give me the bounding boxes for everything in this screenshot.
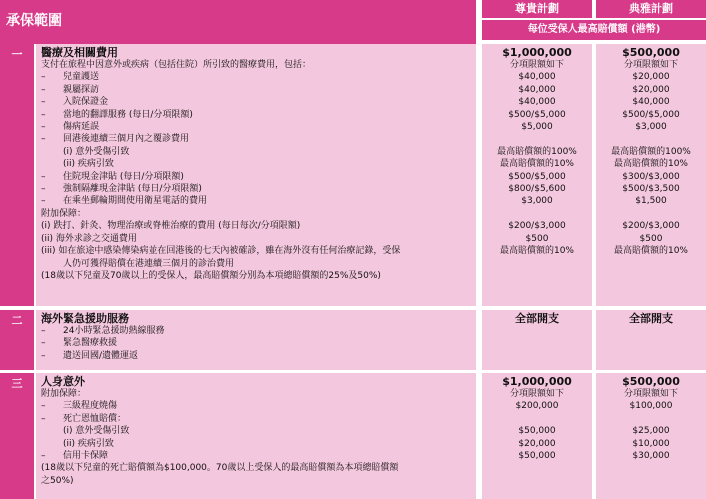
plan-value: $1,000,000 bbox=[502, 375, 572, 388]
plan-value: 分項限額如下 bbox=[623, 389, 678, 399]
desc-line: (18歲以下兒童的死亡賠償額為$100,000。70歲以上受保人的最高賠償額為本項總賠償額 bbox=[41, 463, 399, 474]
plan-premier-values bbox=[482, 373, 592, 499]
desc-line: (ii) 疾病引致 bbox=[63, 438, 114, 449]
desc-line: (18歲以下兒童及70歲以上的受保人，最高賠償額分別為本項總賠償額的25%及50%) bbox=[41, 270, 381, 281]
table-header-coverage: 承保範圍 bbox=[0, 0, 476, 44]
plan-elegant-values bbox=[596, 44, 706, 306]
plan-value: $30,000 bbox=[632, 451, 670, 462]
section-number: 一 bbox=[0, 44, 34, 306]
section-title: 醫療及相關費用 bbox=[41, 46, 118, 59]
plan-value: $200/$3,000 bbox=[508, 221, 566, 232]
desc-line: – 遺送回國/遺體運返 bbox=[41, 350, 471, 362]
desc-line: – 強制隔離現金津貼 (每日/分項限額) bbox=[41, 183, 471, 195]
desc-line: – 24小時緊急援助熱線服務 bbox=[41, 325, 471, 337]
desc-line: – 親屬探訪 bbox=[41, 84, 471, 96]
plan-value: $20,000 bbox=[632, 84, 670, 95]
section-number: 三 bbox=[0, 373, 34, 499]
plan-value: $40,000 bbox=[518, 72, 556, 83]
plan-value: $25,000 bbox=[632, 426, 670, 437]
desc-line: (i) 意外受傷引致 bbox=[63, 146, 130, 157]
desc-line: 之50%) bbox=[41, 475, 74, 486]
plan-value: $800/$5,600 bbox=[508, 184, 566, 195]
desc-line: 附加保障： bbox=[41, 208, 87, 219]
plan-value: 最高賠償額的10% bbox=[499, 246, 574, 257]
plan-value: $500/$3,500 bbox=[622, 184, 680, 195]
desc-line: – 死亡恩恤賠償： bbox=[41, 413, 471, 425]
plan-value: $3,000 bbox=[521, 196, 553, 207]
desc-line: (iii) 如在旅途中感染傳染病並在回港後的七天內被確診，雖在海外沒有任何治療記錄，受保 bbox=[41, 246, 401, 257]
header-max-compensation: 每位受保人最高賠償額 (港幣) bbox=[482, 20, 706, 40]
plan-value: 最高賠償額的10% bbox=[613, 246, 688, 257]
plan-value bbox=[596, 413, 706, 425]
plan-value: 最高賠償額的10% bbox=[499, 159, 574, 170]
desc-line: 支付在旅程中因意外或疾病（包括住院）所引致的醫療費用，包括： bbox=[41, 60, 312, 70]
desc-line: – 兒童護送 bbox=[41, 71, 471, 83]
section-number: 二 bbox=[0, 310, 34, 370]
plan-value bbox=[482, 133, 592, 145]
desc-line: – 入院保證金 bbox=[41, 96, 471, 108]
plan-value: 分項限額如下 bbox=[509, 389, 564, 399]
plan-value: $500/$5,000 bbox=[622, 109, 680, 120]
plan-value: $100,000 bbox=[629, 401, 673, 412]
plan-value: 分項限額如下 bbox=[509, 60, 564, 70]
plan-value: $500 bbox=[639, 233, 663, 244]
desc-line: – 三級程度燒傷 bbox=[41, 400, 471, 412]
plan-value: $500,000 bbox=[622, 46, 680, 59]
section-medical bbox=[0, 44, 706, 306]
plan-value: 最高賠償額的100% bbox=[497, 146, 577, 157]
plan-value: $1,000,000 bbox=[502, 46, 572, 59]
desc-line: 附加保障： bbox=[41, 389, 87, 399]
plan-value bbox=[596, 133, 706, 145]
plan-value: $3,000 bbox=[635, 122, 667, 133]
plan-value: 最高賠償額的100% bbox=[611, 146, 691, 157]
section-description bbox=[36, 310, 476, 370]
plan-value: $500 bbox=[525, 233, 549, 244]
desc-line: (i) 跌打、針灸、物理治療或脊椎治療的費用 (每日每次/分項限額) bbox=[41, 221, 301, 232]
plan-value: $500/$5,000 bbox=[508, 109, 566, 120]
plan-elegant-values bbox=[596, 373, 706, 499]
plan-value: $200/$3,000 bbox=[622, 221, 680, 232]
desc-line: (ii) 海外求診之交通費用 bbox=[41, 233, 137, 244]
plan-value: $50,000 bbox=[518, 426, 556, 437]
plan-value: $50,000 bbox=[518, 451, 556, 462]
plan-value: 全部開支 bbox=[629, 312, 673, 325]
section-personal-accident bbox=[0, 373, 706, 499]
plan-value: 全部開支 bbox=[515, 312, 559, 325]
plan-value: $10,000 bbox=[632, 438, 670, 449]
plan-value: 最高賠償額的10% bbox=[613, 159, 688, 170]
plan-value: $20,000 bbox=[632, 72, 670, 83]
desc-line: – 住院現金津貼 (每日/分項限額) bbox=[41, 171, 471, 183]
desc-line: 人仍可獲得賠償在港連續三個月的診治費用 bbox=[63, 258, 235, 269]
plan-value: $200,000 bbox=[515, 401, 559, 412]
plan-value: 分項限額如下 bbox=[623, 60, 678, 70]
desc-line: (ii) 疾病引致 bbox=[63, 159, 114, 170]
plan-premier-values bbox=[482, 310, 592, 370]
plan-value: $20,000 bbox=[518, 438, 556, 449]
plan-elegant-values bbox=[596, 310, 706, 370]
desc-line: – 回港後連續三個月內之覆診費用 bbox=[41, 133, 471, 145]
plan-value: $40,000 bbox=[518, 84, 556, 95]
plan-value: $500,000 bbox=[622, 375, 680, 388]
desc-line: (i) 意外受傷引致 bbox=[63, 426, 130, 437]
plan-value bbox=[482, 413, 592, 425]
section-title: 海外緊急援助服務 bbox=[41, 312, 129, 325]
plan-premier-values bbox=[482, 44, 592, 306]
desc-line: – 當地的翻譯服務 (每日/分項限額) bbox=[41, 109, 471, 121]
plan-value: $5,000 bbox=[521, 122, 553, 133]
desc-line: – 在乘坐郵輪期間使用衛星電話的費用 bbox=[41, 195, 471, 207]
section-emergency-assistance bbox=[0, 310, 706, 370]
plan-value bbox=[482, 208, 592, 220]
header-plan-elegant: 典雅計劃 bbox=[596, 0, 706, 18]
section-description bbox=[36, 44, 476, 306]
section-title: 人身意外 bbox=[41, 375, 85, 388]
plan-value: $40,000 bbox=[518, 97, 556, 108]
plan-value: $40,000 bbox=[632, 97, 670, 108]
plan-value: $300/$3,000 bbox=[622, 171, 680, 182]
section-description bbox=[36, 373, 476, 499]
desc-line: – 信用卡保障 bbox=[41, 450, 471, 462]
plan-value: $500/$5,000 bbox=[508, 171, 566, 182]
header-plan-premier: 尊貴計劃 bbox=[482, 0, 592, 18]
desc-line: – 傷病延誤 bbox=[41, 121, 471, 133]
plan-value bbox=[596, 208, 706, 220]
plan-value: $1,500 bbox=[635, 196, 667, 207]
desc-line: – 緊急醫療救援 bbox=[41, 337, 471, 349]
